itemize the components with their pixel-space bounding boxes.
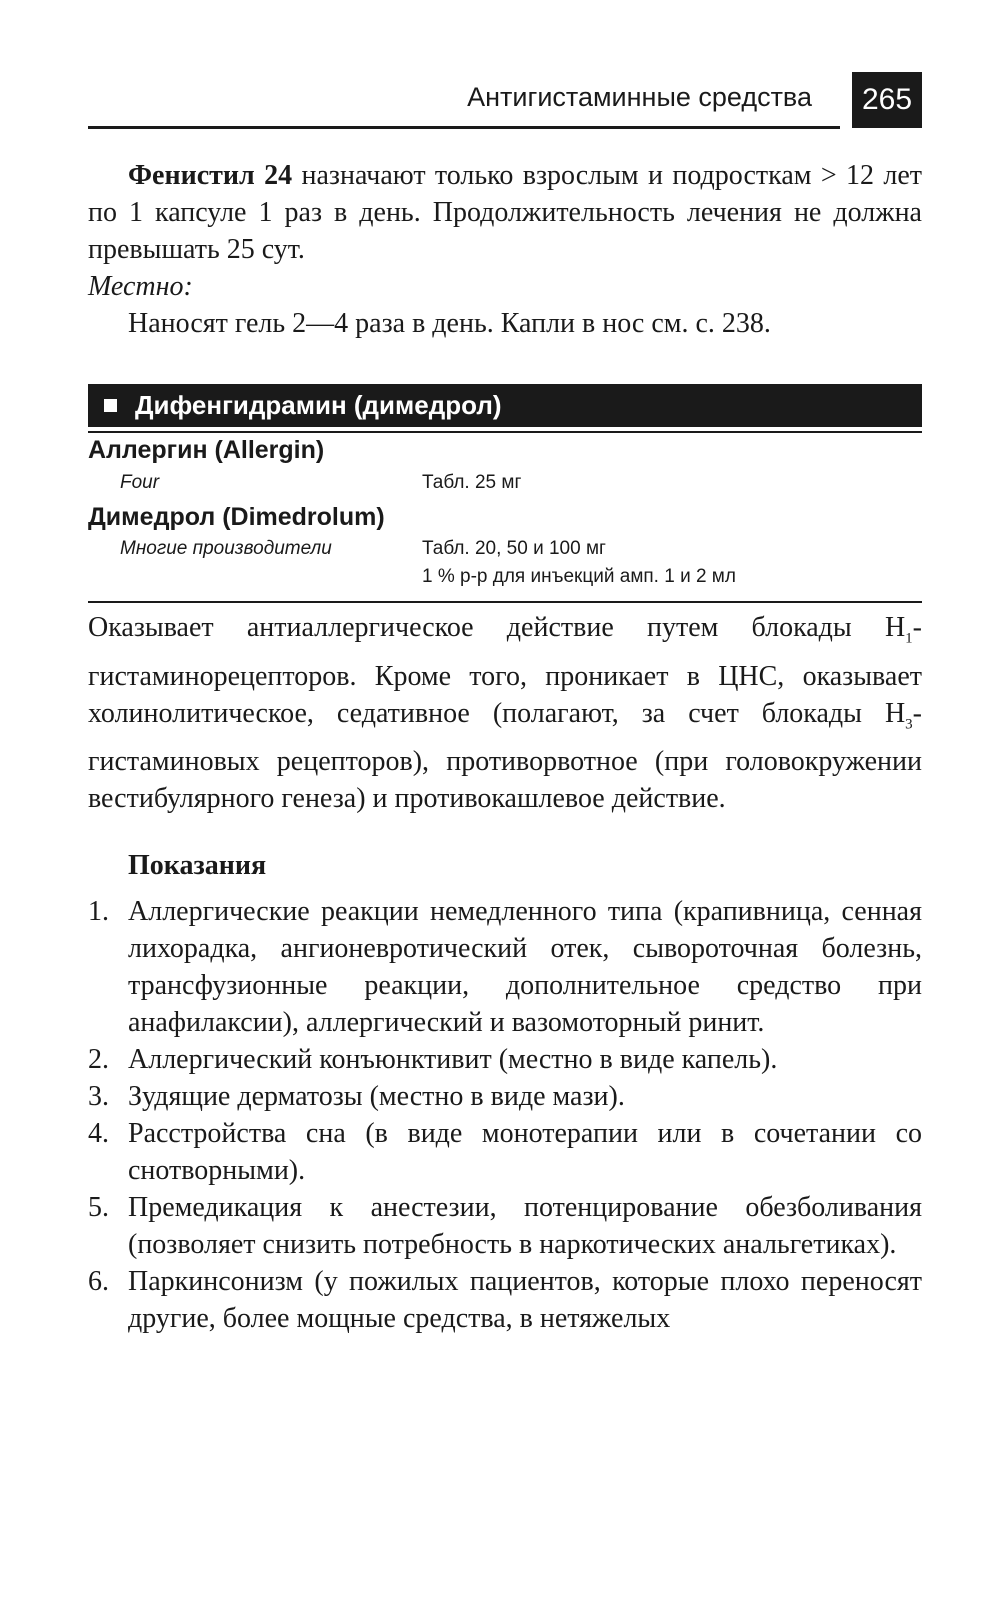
indications-heading: Показания bbox=[128, 850, 267, 881]
divider bbox=[88, 431, 922, 433]
header-title: Антигистаминные средства bbox=[467, 82, 812, 112]
item-text: Расстройства сна (в виде монотерапии или в сочетании со снотворными). bbox=[128, 1118, 922, 1186]
page-number: 265 bbox=[852, 72, 922, 128]
subscript: 1 bbox=[905, 630, 913, 647]
drug-maker: Многие производители bbox=[120, 538, 332, 559]
drug-form: Табл. 20, 50 и 100 мг bbox=[422, 538, 606, 559]
local-text: Наносят гель 2—4 раза в день. Капли в нос см. с. 238. bbox=[128, 308, 771, 339]
running-header bbox=[88, 70, 922, 128]
item-number: 5. bbox=[88, 1192, 109, 1223]
item-text: Аллергический конъюнктивит (местно в виде капель). bbox=[128, 1044, 778, 1075]
description-text: -гистаминорецепторов. Кроме того, проникает в ЦНС, оказывает холинолитическое, седативное (полагают, за счет блокады H bbox=[88, 612, 922, 729]
list-item bbox=[88, 1263, 922, 1337]
list-item bbox=[88, 893, 922, 1041]
local-label: Местно: bbox=[88, 271, 193, 302]
header-rule bbox=[88, 70, 840, 129]
drug-form: Табл. 25 мг bbox=[422, 472, 522, 493]
item-number: 6. bbox=[88, 1266, 109, 1297]
description-paragraph bbox=[88, 609, 922, 817]
item-text: Зудящие дерматозы (местно в виде мази). bbox=[128, 1081, 625, 1112]
subscript: 3 bbox=[905, 716, 913, 733]
item-number: 2. bbox=[88, 1044, 109, 1075]
drug-name: Аллергин (Allergin) bbox=[88, 436, 325, 464]
description-text: Оказывает антиаллергическое действие путем блокады H bbox=[88, 612, 906, 643]
drug-name-bold: Фенистил 24 bbox=[128, 160, 293, 191]
list-item bbox=[88, 1041, 922, 1078]
section-heading bbox=[88, 384, 922, 427]
item-number: 1. bbox=[88, 896, 109, 927]
square-bullet-icon bbox=[104, 399, 117, 412]
intro-text: назначают только взрослым и подросткам > 12 лет по 1 капсуле 1 раз в день. Продолжительность лечения не должна превышать 25 сут. bbox=[88, 160, 922, 265]
item-text: Премедикация к анестезии, потенцирование обезболивания (позволяет снизить потребность в наркотических анальгетиках). bbox=[128, 1192, 922, 1260]
list-item bbox=[88, 1115, 922, 1189]
drug-form: 1 % р-р для инъекций амп. 1 и 2 мл bbox=[422, 566, 736, 587]
item-text: Аллергические реакции немедленного типа (крапивница, сенная лихорадка, ангионевротический отек, сывороточная болезнь, трансфузионные реакции, дополнительное средство при анафилаксии), аллергический и вазомоторный ринит. bbox=[128, 896, 922, 1038]
list-item bbox=[88, 1189, 922, 1263]
drug-maker: Four bbox=[120, 472, 160, 493]
divider bbox=[88, 601, 922, 603]
item-text: Паркинсонизм (у пожилых пациентов, которые плохо переносят другие, более мощные средства, в нетяжелых bbox=[128, 1266, 922, 1334]
indications-list bbox=[88, 893, 922, 1337]
section-title: Дифенгидрамин (димедрол) bbox=[135, 390, 502, 420]
list-item bbox=[88, 1078, 922, 1115]
intro-paragraph bbox=[88, 157, 922, 268]
drug-name: Димедрол (Dimedrolum) bbox=[88, 503, 385, 531]
item-number: 3. bbox=[88, 1081, 109, 1112]
item-number: 4. bbox=[88, 1118, 109, 1149]
description-text: -гистаминовых рецепторов), противорвотное (при головокружении вестибулярного генеза) и противокашлевое действие. bbox=[88, 697, 922, 815]
